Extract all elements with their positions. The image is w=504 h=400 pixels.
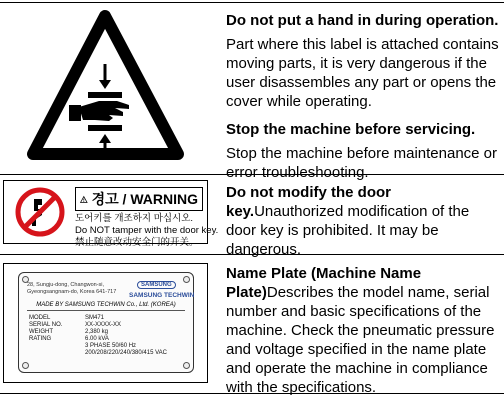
plate-made-by: MADE BY SAMSUNG TECHWIN Co., Ltd. (KOREA) xyxy=(36,302,176,308)
name-plate-figure xyxy=(3,263,208,383)
plate-address xyxy=(27,282,116,296)
spec-label: MODEL xyxy=(29,315,51,321)
name-plate-paragraph xyxy=(226,264,502,397)
heading-name-plate: Name Plate (Machine Name Plate) xyxy=(226,265,422,301)
warning-triangle-icon xyxy=(80,193,88,206)
screw-icon xyxy=(183,276,190,283)
spec-label: SERIAL NO. xyxy=(29,322,63,328)
heading-stop: Stop the machine before servicing. xyxy=(226,121,476,138)
spec-value: 3 PHASE 50/60 Hz xyxy=(85,343,137,349)
heading-hand: Do not put a hand in during operation. xyxy=(226,12,499,29)
rule-2 xyxy=(0,254,504,255)
spec-value: SM471 xyxy=(85,315,105,321)
plate-divider xyxy=(27,310,185,311)
screw-icon xyxy=(22,362,29,369)
rule-1 xyxy=(0,174,504,175)
warning-line-ko: 도어키를 개조하지 마십시오. xyxy=(75,213,194,224)
warning-text-block xyxy=(75,187,219,249)
spec-label: RATING xyxy=(29,336,52,342)
spec-label: WEIGHT xyxy=(29,329,53,335)
door-key-warning-label xyxy=(3,180,219,248)
warning-title-text: 경고 / WARNING xyxy=(91,191,198,207)
arrow-down-icon xyxy=(88,64,122,98)
spec-value: 6.00 kVA xyxy=(85,336,109,342)
rule-bottom xyxy=(0,393,504,394)
warning-lines xyxy=(75,213,219,249)
name-plate xyxy=(18,272,194,373)
hand-crush-warning-sign xyxy=(3,4,208,177)
section-door-key-text xyxy=(226,183,502,259)
rule-top xyxy=(0,2,504,3)
spec-value: XX-XXXX-XX xyxy=(85,322,122,328)
heading-door-key: Do not modify the door key. xyxy=(226,184,391,220)
plate-address-line-1: 28, Sungju-dong, Changwon-si, xyxy=(27,282,105,288)
section-name-plate-text xyxy=(226,264,502,397)
body-door-key: Unauthorized modification of the door key is prohibited. It may be dangerous. xyxy=(226,203,470,258)
body-hand: Part where this label is attached contains moving parts, it is very dangerous if the user disassembles any part or opens the cover while operating. xyxy=(226,36,499,110)
spec-value: 2,380 kg xyxy=(85,329,109,335)
warning-line-en: Do NOT tamper with the door key. xyxy=(75,225,219,236)
door-key-paragraph xyxy=(226,183,502,259)
screw-icon xyxy=(183,362,190,369)
body-name-plate: Describes the model name, serial number and basic specifications of the machine. Check the pneumatic pressure and voltage specified in the name plate and operate the machine in compliance with the specifications. xyxy=(226,284,495,396)
arrow-up-icon xyxy=(88,125,122,150)
body-stop: Stop the machine before maintenance or error troubleshooting. xyxy=(226,145,498,181)
hand-icon xyxy=(69,101,129,121)
warning-title xyxy=(75,187,203,211)
samsung-logo: SAMSUNG xyxy=(137,281,176,289)
no-tampering-icon xyxy=(10,182,70,242)
warning-line-zh: 禁止随意改动安全门的开关。 xyxy=(75,237,199,248)
plate-brand: SAMSUNG TECHWIN xyxy=(129,292,195,299)
section-hand-warning-text xyxy=(226,11,502,182)
spec-value: 200/208/220/240/380/415 VAC xyxy=(85,350,167,356)
plate-address-line-2: Gyeongsangnam-do, Korea 641-717 xyxy=(27,289,117,295)
